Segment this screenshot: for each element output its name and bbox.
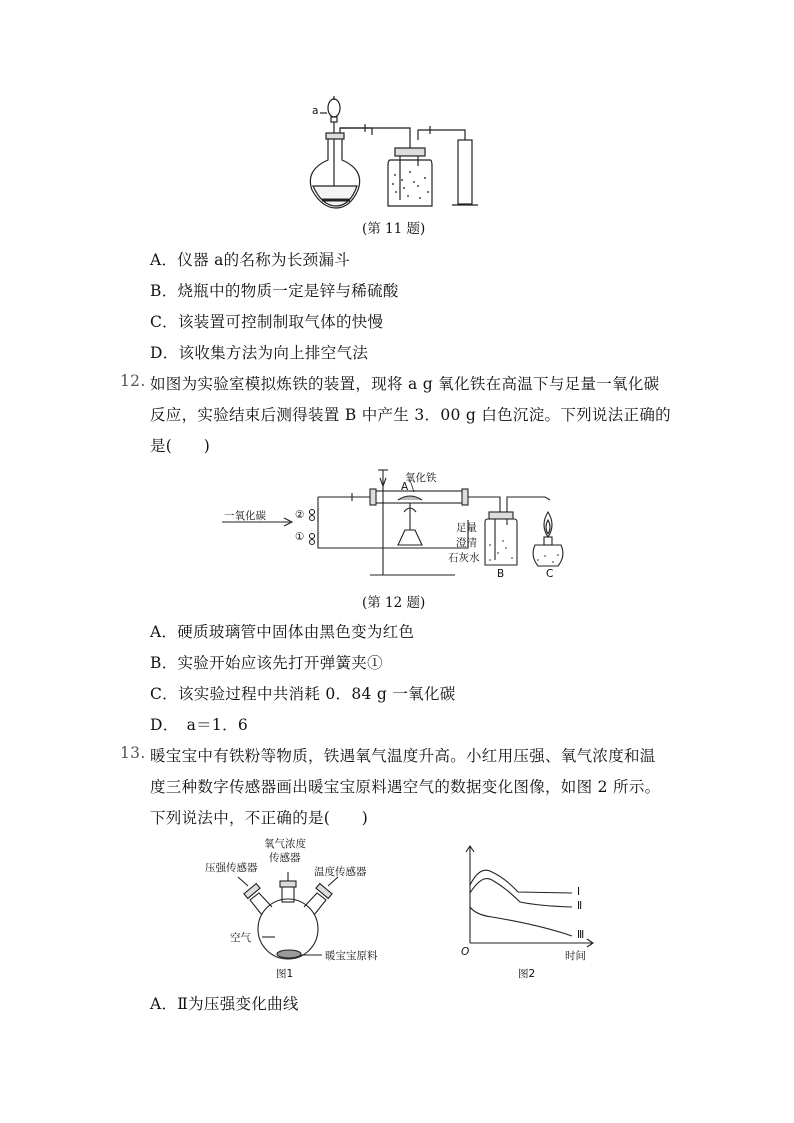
q12-label-B: B <box>497 568 505 580</box>
q13-curve-I: Ⅰ <box>577 886 581 898</box>
q12-label-C: C <box>546 568 554 580</box>
q13-oxygen-sensor-2: 传感器 <box>269 852 301 864</box>
q13-pressure-sensor: 压强传感器 <box>205 862 258 874</box>
q13-stem-line1: 暖宝宝中有铁粉等物质，铁遇氧气温度升高。小红用压强、氧气浓度和温 <box>150 747 656 765</box>
q13-curve-III: Ⅲ <box>577 929 585 941</box>
q12-stem-line1: 如图为实验室模拟炼铁的装置，现将 a g 氧化铁在高温下与足量一氧化碳 <box>150 375 660 393</box>
q11-caption: (第 11 题) <box>362 221 426 237</box>
q12-stem-line3: 是( ) <box>150 437 211 455</box>
q13-material-label: 暖宝宝原料 <box>325 950 378 962</box>
q12-iron-oxide-label: 氧化铁 <box>405 472 437 484</box>
q13-fig2-label: 图2 <box>518 968 536 980</box>
q12-option-d: D． a＝1．6 <box>150 716 249 734</box>
q12-clip2-label: ② <box>295 509 305 521</box>
q12-option-a: A．硬质玻璃管中固体由黑色变为红色 <box>150 623 415 641</box>
q13-number: 13. <box>120 744 146 762</box>
q11-label-a: a <box>312 105 319 117</box>
q12-limewater-3: 石灰水 <box>448 552 480 564</box>
q13-option-a: A．Ⅱ为压强变化曲线 <box>150 995 299 1013</box>
q13-stem-line2: 度三种数字传感器画出暖宝宝原料遇空气的数据变化图像，如图 2 所示。 <box>150 778 661 796</box>
q13-xlabel: 时间 <box>565 950 586 962</box>
q13-air-label: 空气 <box>230 932 251 944</box>
q11-option-b: B．烧瓶中的物质一定是锌与稀硫酸 <box>150 282 399 300</box>
q13-curve-II: Ⅱ <box>577 900 583 912</box>
q12-limewater-2: 澄清 <box>456 537 477 549</box>
q11-option-c: C．该装置可控制制取气体的快慢 <box>150 313 384 331</box>
q13-fig1-label: 图1 <box>276 968 294 980</box>
q12-co-label: 一氧化碳 <box>224 510 266 522</box>
q12-number: 12. <box>120 372 146 390</box>
q13-origin-label: O <box>461 946 470 958</box>
q13-oxygen-sensor-1: 氧气浓度 <box>264 838 306 850</box>
q12-option-c: C．该实验过程中共消耗 0．84 g 一氧化碳 <box>150 685 456 703</box>
q12-option-b: B．实验开始应该先打开弹簧夹① <box>150 654 383 672</box>
q11-option-d: D．该收集方法为向上排空气法 <box>150 344 369 362</box>
q13-temp-sensor: 温度传感器 <box>314 866 367 878</box>
q12-label-A: A <box>401 481 409 493</box>
q12-caption: (第 12 题) <box>362 595 426 611</box>
q12-limewater-1: 足量 <box>456 522 477 534</box>
q13-stem-line3: 下列说法中，不正确的是( ) <box>150 809 369 827</box>
q11-option-a: A．仪器 a的名称为长颈漏斗 <box>150 251 351 269</box>
q12-stem-line2: 反应，实验结束后测得装置 B 中产生 3．00 g 白色沉淀。下列说法正确的 <box>150 406 671 424</box>
q12-clip1-label: ① <box>295 531 305 543</box>
